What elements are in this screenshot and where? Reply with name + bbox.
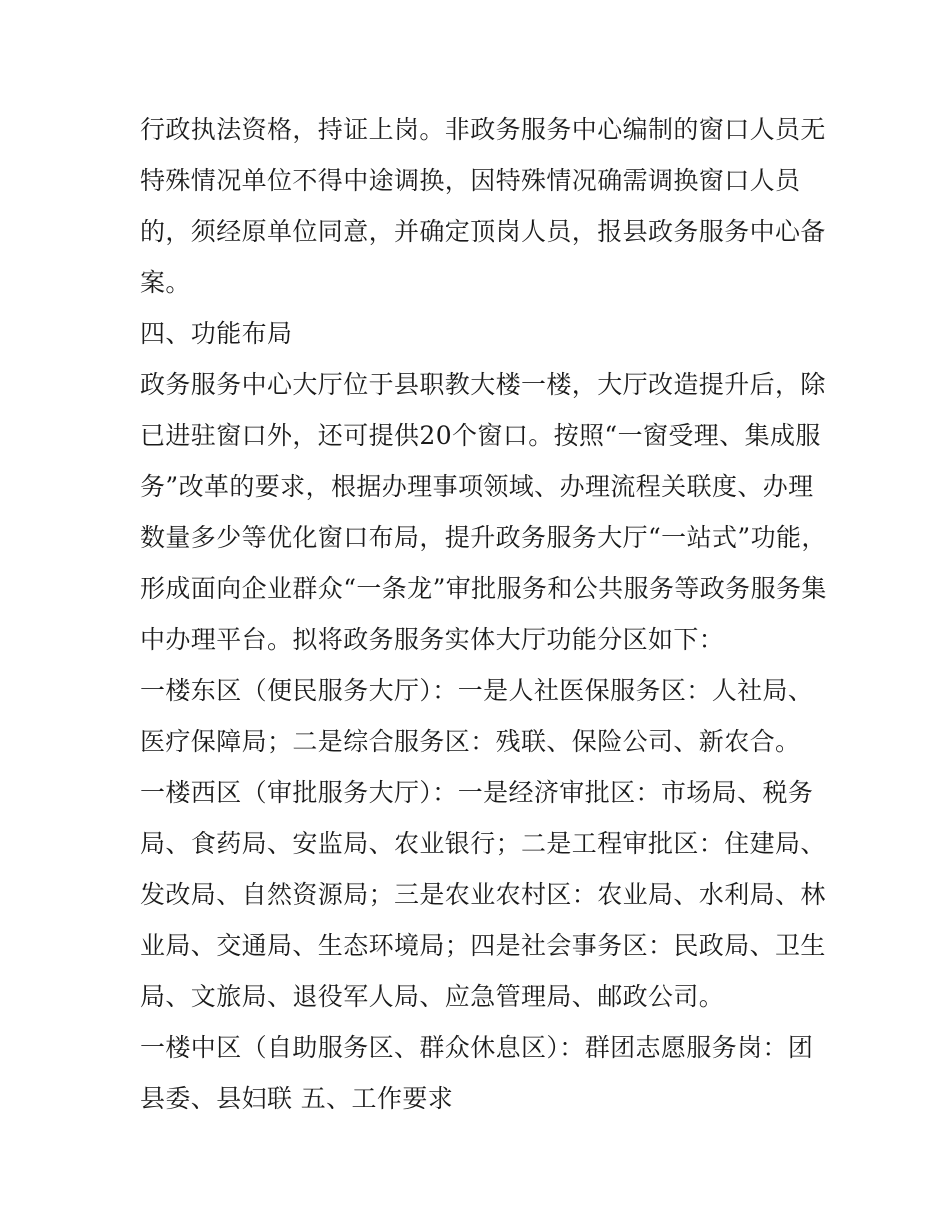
text-line: 一楼西区（审批服务大厅）：一是经济审批区：市场局、税务	[140, 778, 814, 807]
text-line: 发改局、自然资源局；三是农业农村区：农业局、水利局、林	[140, 880, 826, 909]
text-line: 局、食药局、安监局、农业银行；二是工程审批区：住建局、	[140, 829, 826, 858]
text-line: 案。	[140, 268, 191, 297]
text-line: 形成面向企业群众“一条龙”审批服务和公共服务等政务服务集	[140, 574, 827, 603]
text-line: 政务服务中心大厅位于县职教大楼一楼，大厅改造提升后，除	[140, 370, 826, 399]
text-line: 务”改革的要求，根据办理事项领域、办理流程关联度、办理	[140, 472, 814, 501]
text-line: 一楼中区（自助服务区、群众休息区）：群团志愿服务岗：团	[140, 1033, 814, 1062]
text-line: 局、文旅局、退役军人局、应急管理局、邮政公司。	[140, 982, 725, 1011]
text-line: 数量多少等优化窗口布局，提升政务服务大厅“一站式”功能，	[140, 523, 827, 552]
text-line: 县委、县妇联 五、工作要求	[140, 1084, 454, 1113]
text-line: 医疗保障局；二是综合服务区：残联、保险公司、新农合。	[140, 727, 801, 756]
text-line: 已进驻窗口外，还可提供20个窗口。按照“一窗受理、集成服	[140, 421, 821, 450]
text-line: 一楼东区（便民服务大厅）：一是人社医保服务区：人社局、	[140, 676, 814, 705]
section-heading: 四、功能布局	[140, 319, 293, 348]
text-line: 行政执法资格，持证上岗。非政务服务中心编制的窗口人员无	[140, 115, 826, 144]
text-line: 的，须经原单位同意，并确定顶岗人员，报县政务服务中心备	[140, 217, 826, 246]
text-line: 中办理平台。拟将政务服务实体大厅功能分区如下：	[140, 625, 725, 654]
document-body	[140, 104, 827, 1124]
text-line: 业局、交通局、生态环境局；四是社会事务区：民政局、卫生	[140, 931, 826, 960]
text-line: 特殊情况单位不得中途调换，因特殊情况确需调换窗口人员	[140, 166, 801, 195]
